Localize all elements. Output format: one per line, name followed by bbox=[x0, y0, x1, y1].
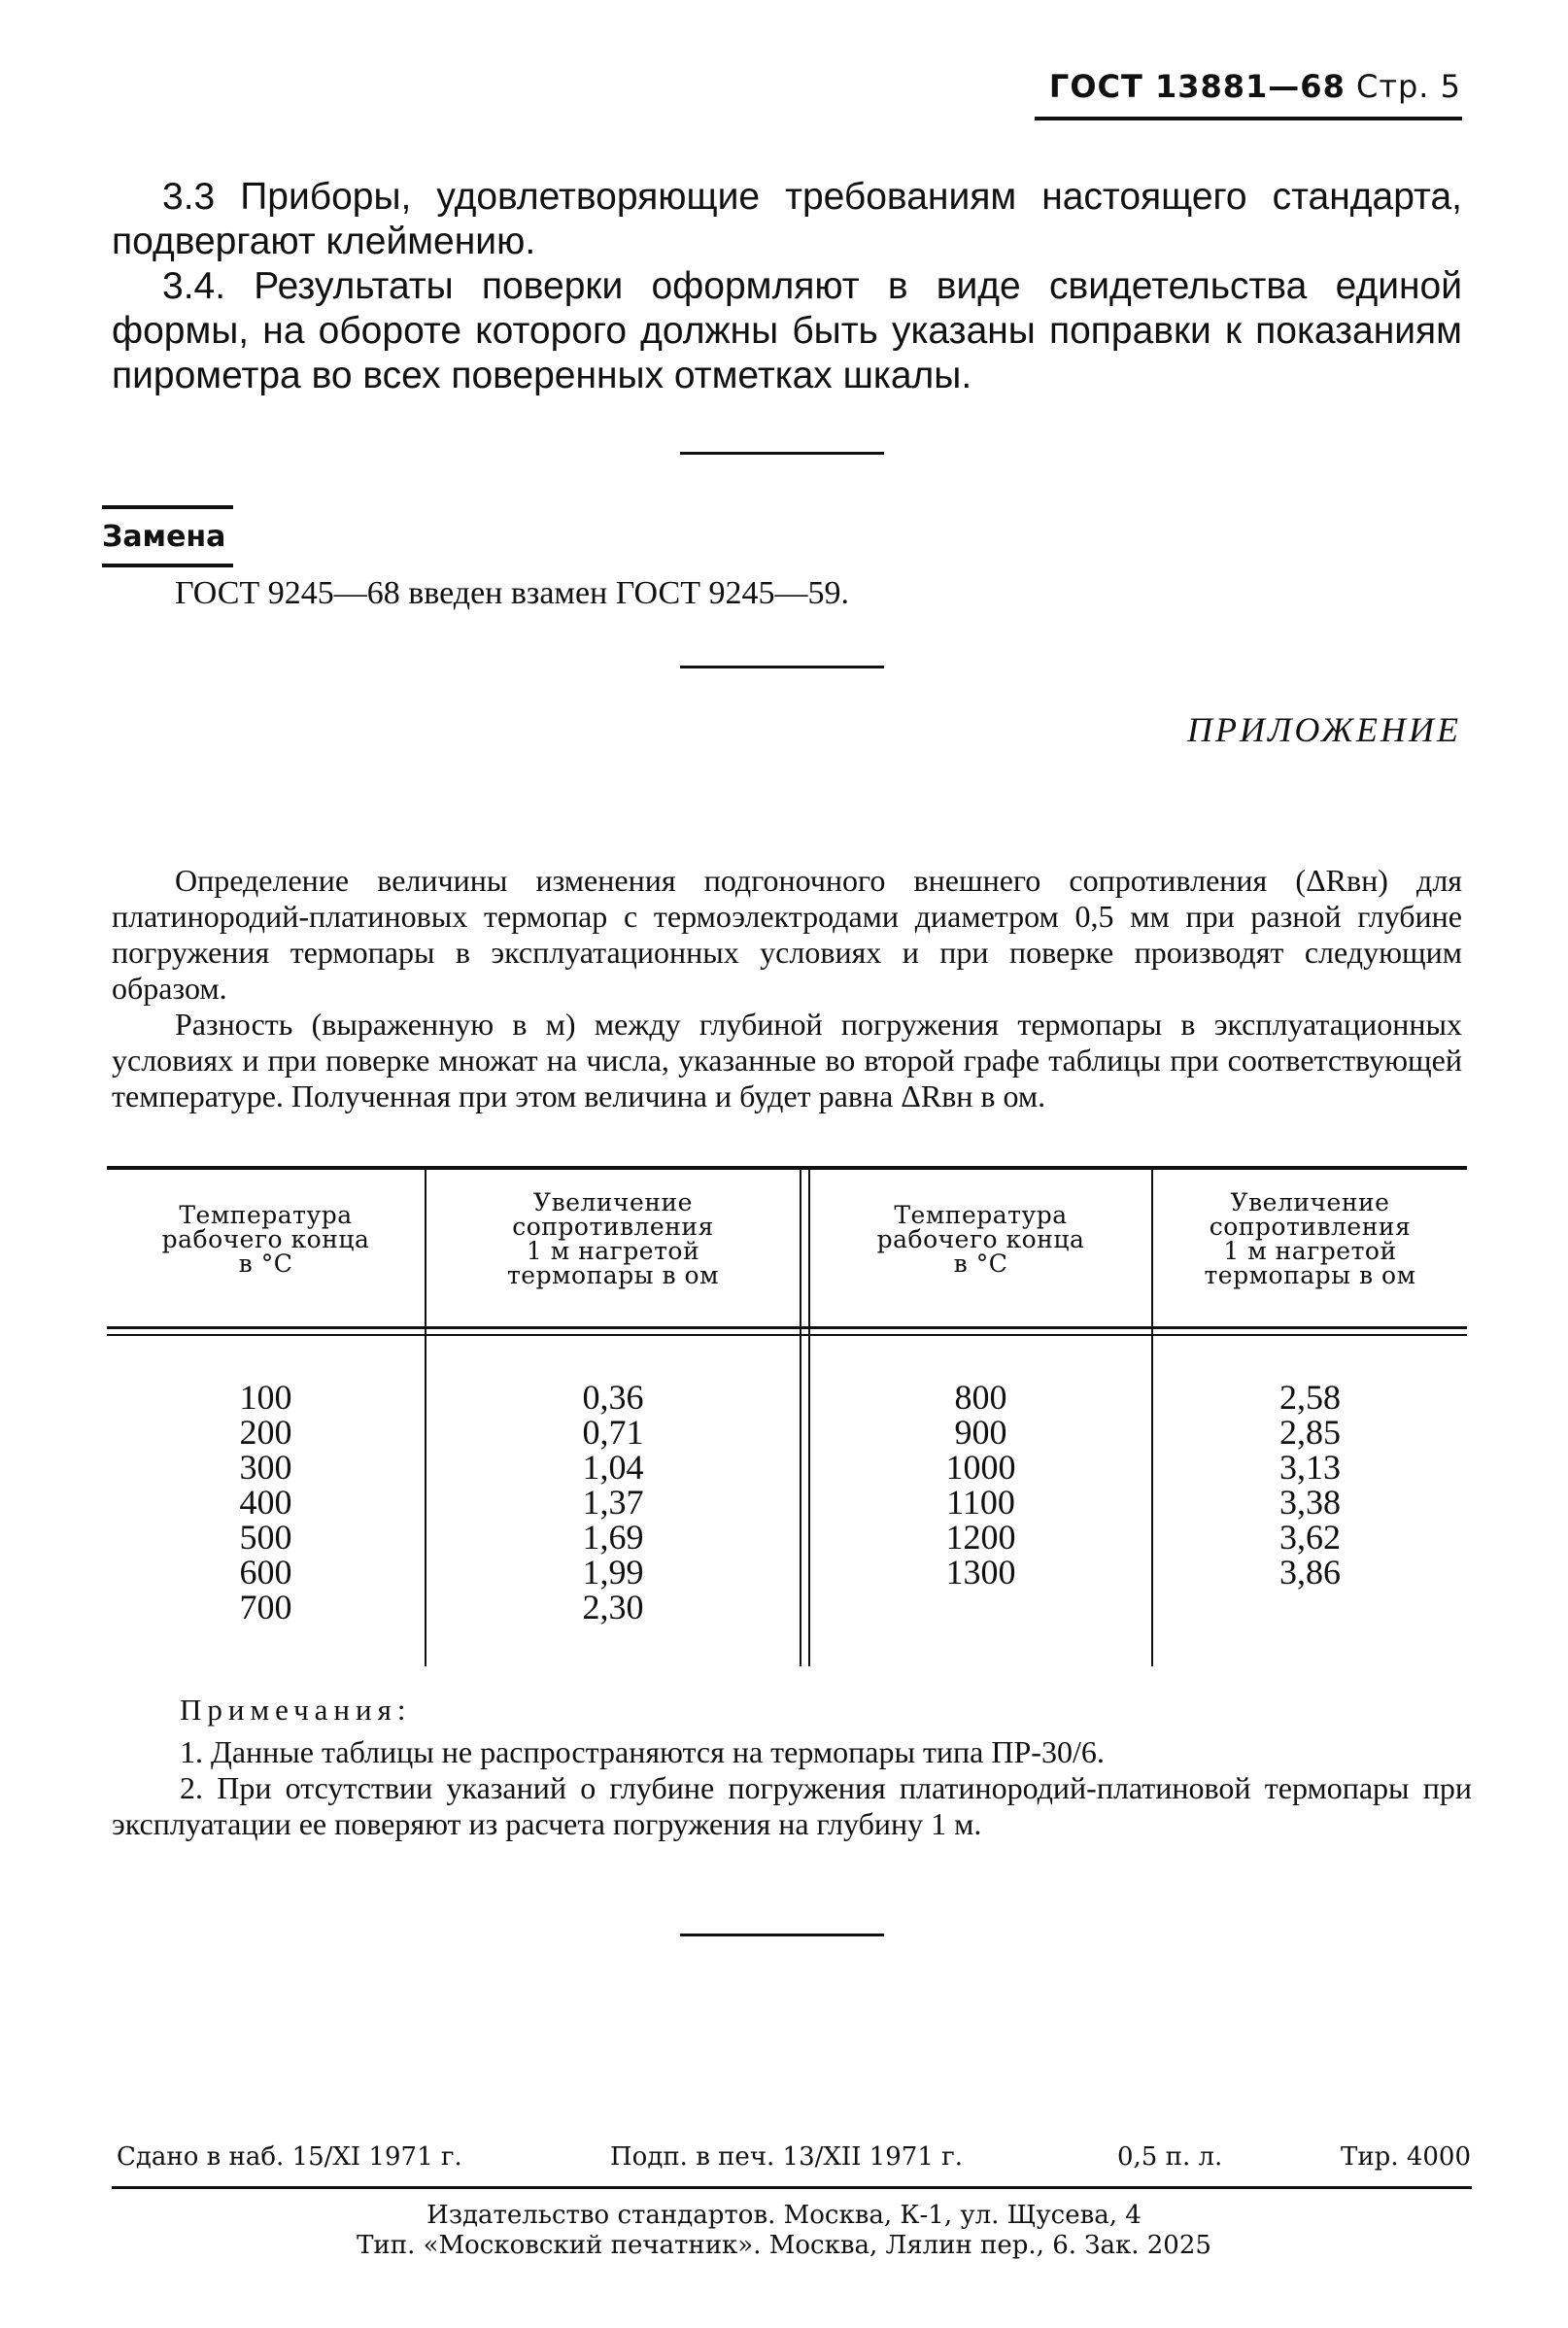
table-cell: 600 bbox=[239, 1553, 292, 1592]
section-divider bbox=[680, 666, 884, 668]
clause-3-3: 3.3 Приборы, удовлетворяющие требованиям настоящего стандарта, подвергают клеймению. bbox=[112, 176, 1462, 262]
table-column-rule bbox=[800, 1166, 801, 1666]
header-temperature-left: Температура рабочего конца в °С bbox=[161, 1201, 370, 1278]
replacement-title: Замена bbox=[102, 520, 226, 554]
replacement-rule-bottom bbox=[102, 564, 233, 567]
standard-number: ГОСТ 13881—68 bbox=[1048, 68, 1346, 105]
header-temperature-right: Температура рабочего конца в °С bbox=[876, 1201, 1085, 1278]
table-cell: 1,37 bbox=[582, 1483, 644, 1522]
column-temperature-left bbox=[107, 1380, 425, 1625]
table-cell: 200 bbox=[239, 1413, 292, 1452]
section-divider bbox=[680, 1934, 884, 1936]
table-cell: 1,69 bbox=[582, 1518, 644, 1557]
table-cell: 0,71 bbox=[582, 1413, 644, 1452]
page-header bbox=[1049, 68, 1461, 105]
table-cell: 1000 bbox=[945, 1448, 1016, 1487]
column-resistance-left bbox=[426, 1380, 800, 1625]
header-resistance-right: Увеличение сопротивления 1 м нагретой термопары в ом bbox=[1204, 1188, 1416, 1289]
imprint-printer: Тип. «Московский печатник». Москва, Лялин пер., 6. Зак. 2025 bbox=[357, 2231, 1211, 2260]
replacement-text: ГОСТ 9245—68 введен взамен ГОСТ 9245—59. bbox=[175, 575, 849, 611]
table-cell: 800 bbox=[954, 1378, 1007, 1417]
appendix-paragraph-1: Определение величины изменения подгоночного внешнего сопротивления (ΔRвн) для платинородий-платиновых термопар с термоэлектродами диаметром 0,5 мм при разной глубине погружения термопары в эксплуатационных условиях и при поверке производят следующим образом. bbox=[112, 863, 1462, 1006]
table-cell: 1,04 bbox=[582, 1448, 644, 1487]
appendix-paragraph-2: Разность (выраженную в м) между глубиной погружения термопары в эксплуатационных условиях и при поверке множат на числа, указанные во второй графе таблицы при соответствующей температуре. Полученная при этом величина и будет равна ΔRвн в ом. bbox=[112, 1007, 1462, 1113]
table-cell: 3,38 bbox=[1279, 1483, 1341, 1522]
notes-title: Примечания: bbox=[180, 1693, 412, 1727]
replacement-rule-top bbox=[102, 505, 233, 509]
table-cell: 3,13 bbox=[1279, 1448, 1341, 1487]
table-top-rule bbox=[107, 1166, 1467, 1170]
footer-rule bbox=[112, 2186, 1472, 2189]
table-cell: 100 bbox=[239, 1378, 292, 1417]
note-2: 2. При отсутствии указаний о глубине погружения платинородий-платиновой термопары при эксплуатации ее поверяют из расчета погружения на глубину 1 м. bbox=[112, 1770, 1472, 1841]
footer-submitted: Сдано в наб. 15/XI 1971 г. bbox=[117, 2142, 462, 2172]
temperature-resistance-table bbox=[107, 1166, 1467, 1671]
table-cell: 700 bbox=[239, 1588, 292, 1626]
imprint-publisher: Издательство стандартов. Москва, К-1, ул. Щусева, 4 bbox=[426, 2201, 1142, 2230]
column-temperature-right bbox=[810, 1380, 1151, 1590]
page-number: Стр. 5 bbox=[1356, 68, 1461, 105]
table-cell: 400 bbox=[239, 1483, 292, 1522]
footer-print-run: Тир. 4000 bbox=[1341, 2142, 1472, 2172]
footer-sheets: 0,5 п. л. bbox=[1117, 2142, 1223, 2172]
table-cell: 3,86 bbox=[1279, 1553, 1341, 1592]
note-1: 1. Данные таблицы не распространяются на термопары типа ПР-30/6. bbox=[180, 1734, 1105, 1769]
table-cell: 1100 bbox=[946, 1483, 1015, 1522]
header-resistance-left: Увеличение сопротивления 1 м нагретой термопары в ом bbox=[506, 1188, 720, 1289]
table-cell: 1,99 bbox=[582, 1553, 644, 1592]
table-cell: 2,30 bbox=[582, 1588, 644, 1626]
appendix-title: ПРИЛОЖЕНИЕ bbox=[1187, 710, 1461, 749]
table-cell: 300 bbox=[239, 1448, 292, 1487]
table-cell: 2,85 bbox=[1279, 1413, 1341, 1452]
table-cell: 900 bbox=[954, 1413, 1007, 1452]
footer-signed: Подп. в печ. 13/XII 1971 г. bbox=[610, 2142, 964, 2172]
table-cell: 1200 bbox=[945, 1518, 1016, 1557]
table-cell: 1300 bbox=[945, 1553, 1016, 1592]
table-cell: 500 bbox=[239, 1518, 292, 1557]
clause-3-4: 3.4. Результаты поверки оформляют в виде свидетельства единой формы, на обороте которого должны быть указаны поправки к показаниям пирометра во всех поверенных отметках шкалы. bbox=[112, 265, 1462, 396]
table-cell: 2,58 bbox=[1279, 1378, 1341, 1417]
section-divider bbox=[680, 452, 884, 455]
table-cell: 3,62 bbox=[1279, 1518, 1341, 1557]
header-rule bbox=[1035, 117, 1462, 120]
table-header-rule bbox=[107, 1326, 1467, 1329]
column-resistance-right bbox=[1153, 1380, 1467, 1590]
table-header-rule-2 bbox=[107, 1334, 1467, 1336]
table-cell: 0,36 bbox=[582, 1378, 644, 1417]
